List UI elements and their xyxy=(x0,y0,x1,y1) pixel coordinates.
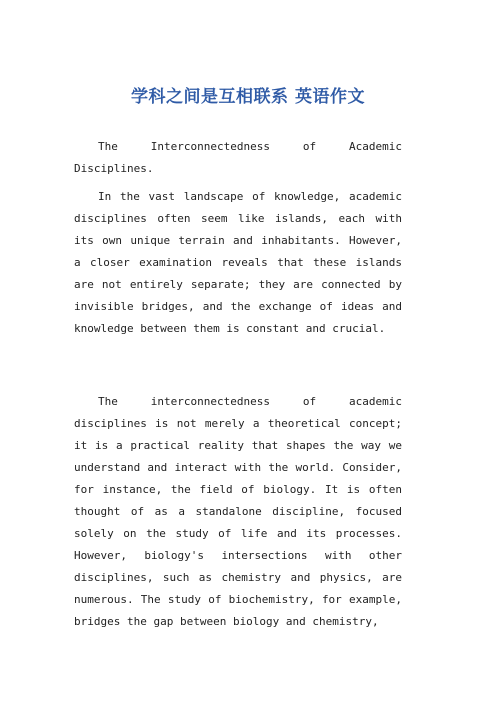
document-title: 学科之间是互相联系 英语作文 xyxy=(131,87,365,107)
essay-title: The Interconnectedness of Academic Disciplines. xyxy=(74,140,402,175)
paragraph-2: The interconnectedness of academic disciplines is not merely a theoretical concept; it is a practical reality that shapes the way we understand and interact with the world. Consider, for instance, the field of biology. It is often thought of as a standalone discipline, focused solely on the study of life and its processes. However, biology's intersections with other disciplines, such as chemistry and physics, are numerous. The study of biochemistry, for example, bridges the gap between biology and chemistry, xyxy=(74,395,402,628)
paragraph-1: In the vast landscape of knowledge, academic disciplines often seem like islands, each with its own unique terrain and inhabitants. However, a closer examination reveals that these islands are not entirely separate; they are connected by invisible bridges, and the exchange of ideas and knowledge between them is constant and crucial. xyxy=(74,190,402,335)
